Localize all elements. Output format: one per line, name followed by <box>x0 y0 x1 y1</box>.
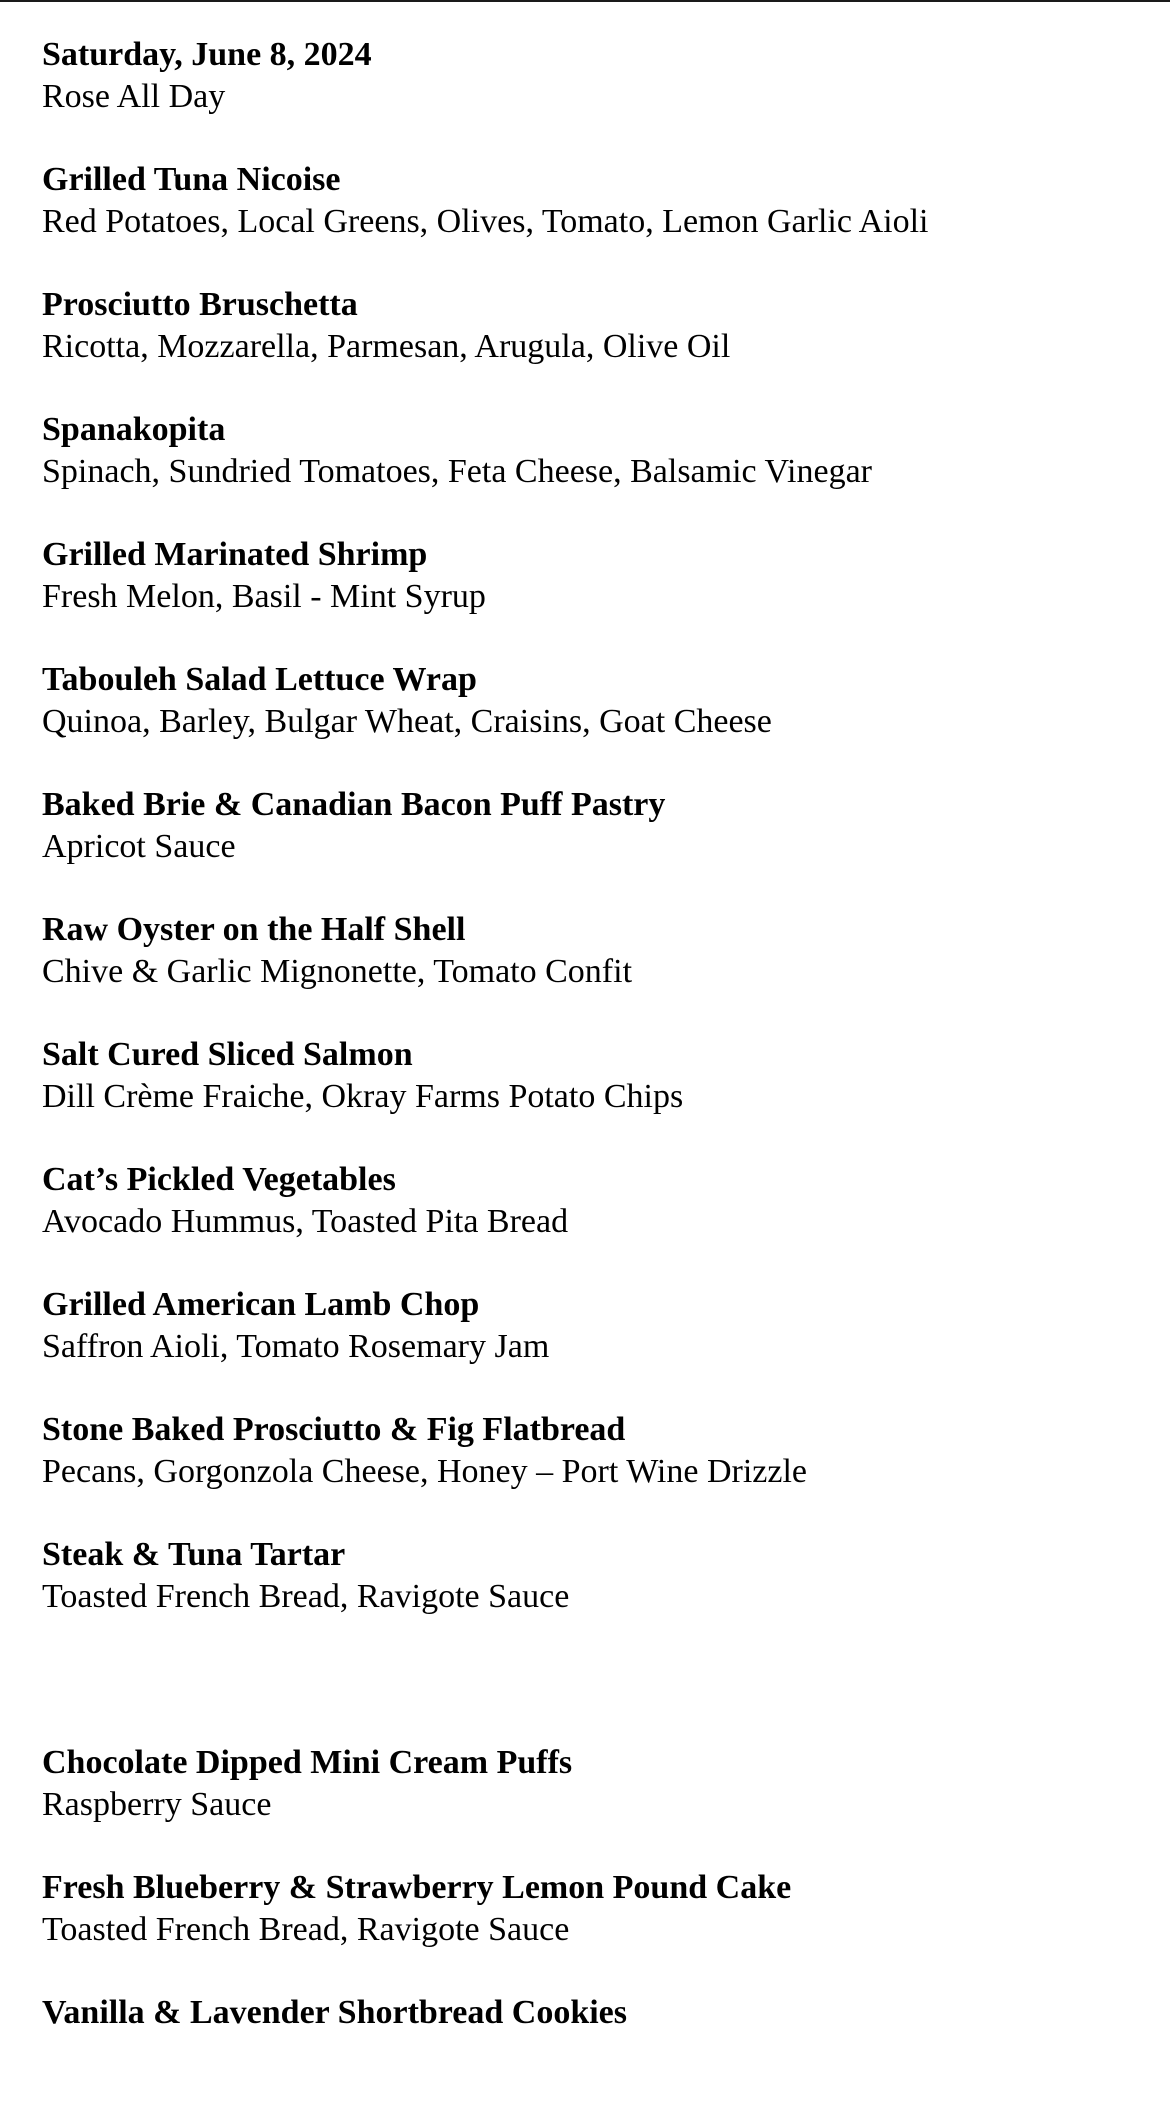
menu-item-name: Grilled American Lamb Chop <box>42 1286 480 1323</box>
top-divider <box>0 0 1170 2</box>
menu-item-description: Red Potatoes, Local Greens, Olives, Tomato, Lemon Garlic Aioli <box>42 203 929 240</box>
event-date: Saturday, June 8, 2024 <box>42 36 372 73</box>
menu-item <box>42 534 1142 659</box>
menu-item <box>42 159 1142 284</box>
menu-item-description: Chive & Garlic Mignonette, Tomato Confit <box>42 953 633 990</box>
menu-item-description: Avocado Hummus, Toasted Pita Bread <box>42 1203 569 1240</box>
menu-item-name: Tabouleh Salad Lettuce Wrap <box>42 661 477 698</box>
menu-item-name: Baked Brie & Canadian Bacon Puff Pastry <box>42 786 666 823</box>
menu-item <box>42 1534 1142 1659</box>
dessert-item <box>42 1742 1142 1867</box>
dessert-item-name: Fresh Blueberry & Strawberry Lemon Pound Cake <box>42 1869 792 1906</box>
menu-item-name: Steak & Tuna Tartar <box>42 1536 346 1573</box>
menu-item-description: Apricot Sauce <box>42 828 236 865</box>
menu-item-description: Dill Crème Fraiche, Okray Farms Potato Chips <box>42 1078 684 1115</box>
dessert-item-description: Toasted French Bread, Ravigote Sauce <box>42 1911 570 1948</box>
menu-item <box>42 909 1142 1034</box>
menu-item-name: Raw Oyster on the Half Shell <box>42 911 466 948</box>
menu-item <box>42 1409 1142 1534</box>
dessert-item-name: Chocolate Dipped Mini Cream Puffs <box>42 1744 573 1781</box>
menu-header <box>42 34 1142 159</box>
menu-item <box>42 784 1142 909</box>
menu-item-name: Grilled Marinated Shrimp <box>42 536 428 573</box>
dessert-item <box>42 1992 1142 2117</box>
menu-item-name: Spanakopita <box>42 411 226 448</box>
dessert-item <box>42 1867 1142 1992</box>
menu-item <box>42 1034 1142 1159</box>
menu-item-description: Spinach, Sundried Tomatoes, Feta Cheese, Balsamic Vinegar <box>42 453 872 490</box>
menu-item <box>42 284 1142 409</box>
menu-item-description: Pecans, Gorgonzola Cheese, Honey – Port Wine Drizzle <box>42 1453 807 1490</box>
menu-item <box>42 1284 1142 1409</box>
menu-item-description: Quinoa, Barley, Bulgar Wheat, Craisins, Goat Cheese <box>42 703 772 740</box>
menu-item-description: Ricotta, Mozzarella, Parmesan, Arugula, Olive Oil <box>42 328 731 365</box>
dessert-item-description: Raspberry Sauce <box>42 1786 272 1823</box>
menu-item-name: Grilled Tuna Nicoise <box>42 161 341 198</box>
section-gap <box>42 1659 1142 1742</box>
event-subtitle: Rose All Day <box>42 78 226 115</box>
menu-item <box>42 659 1142 784</box>
dessert-item-name: Vanilla & Lavender Shortbread Cookies <box>42 1994 628 2031</box>
menu-item-description: Fresh Melon, Basil - Mint Syrup <box>42 578 486 615</box>
menu-item-name: Stone Baked Prosciutto & Fig Flatbread <box>42 1411 626 1448</box>
menu-item-name: Cat’s Pickled Vegetables <box>42 1161 396 1198</box>
menu-item-description: Saffron Aioli, Tomato Rosemary Jam <box>42 1328 550 1365</box>
menu-item <box>42 409 1142 534</box>
menu-item-name: Prosciutto Bruschetta <box>42 286 358 323</box>
menu-item-name: Salt Cured Sliced Salmon <box>42 1036 413 1073</box>
menu-item <box>42 1159 1142 1284</box>
menu-document <box>42 34 1142 2117</box>
menu-item-description: Toasted French Bread, Ravigote Sauce <box>42 1578 570 1615</box>
